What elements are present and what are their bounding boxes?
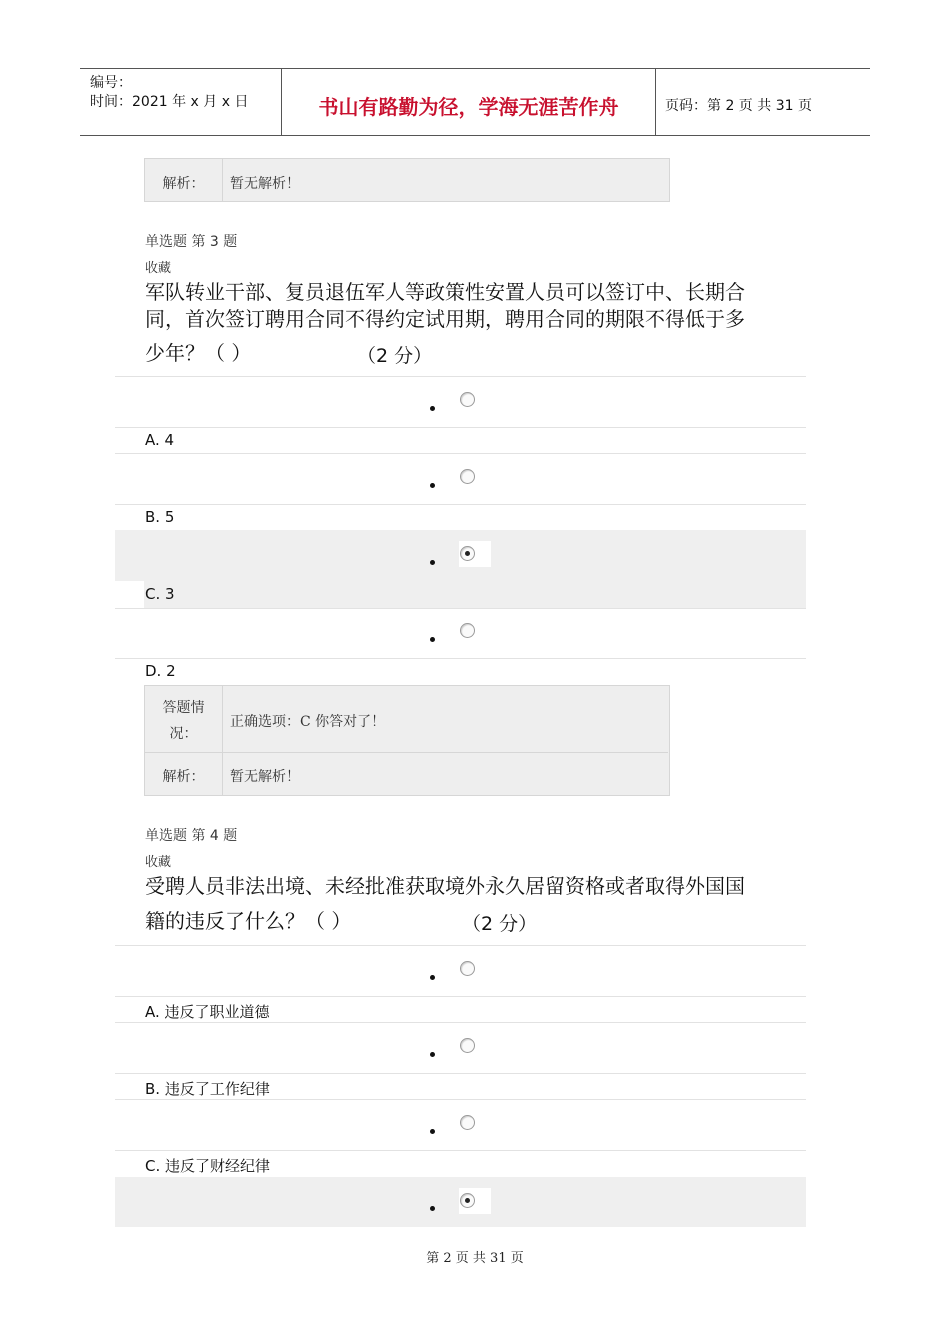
q3-option-d-label: D. 2 [145, 662, 176, 680]
q4-option-b-bullet [430, 1052, 435, 1057]
q3-option-a-label: A. 4 [145, 431, 175, 449]
q4-option-divider [115, 1073, 806, 1074]
q3-favorite-link[interactable]: 收藏 [145, 261, 172, 276]
q3-option-divider [115, 608, 806, 609]
q3-option-b-bullet [430, 483, 435, 488]
q4-option-divider [115, 1022, 806, 1023]
q4-option-divider [115, 1099, 806, 1100]
header-number-label: 编号： [90, 75, 132, 91]
q4-text-line1: 受聘人员非法出境、未经批准获取境外永久居留资格或者取得外国国 [145, 874, 745, 898]
q3-option-d-radio[interactable] [460, 623, 475, 638]
q3-option-divider [115, 427, 806, 428]
q3-option-divider [115, 504, 806, 505]
q4-favorite-link[interactable]: 收藏 [145, 855, 172, 870]
q4-option-d-radio[interactable] [460, 1193, 475, 1208]
q3-answer-label-line2: 况： [169, 726, 198, 742]
page-footer: 第 2 页 共 31 页 [426, 1251, 524, 1266]
q3-text-line2: 同，首次签订聘用合同不得约定试用期，聘用合同的期限不得低于多 [145, 307, 745, 331]
q3-option-divider [115, 376, 806, 377]
q4-option-b-label: B. 违反了工作纪律 [145, 1080, 270, 1098]
q3-answer-divider-h [145, 752, 668, 753]
q3-text-line3: 少年？（ ） [145, 341, 252, 365]
q4-option-a-radio[interactable] [460, 961, 475, 976]
q2-analysis-divider [222, 159, 223, 201]
header-top-rule [80, 68, 870, 69]
q3-answer-divider-v [222, 686, 223, 795]
q3-score: （2 分） [357, 345, 433, 367]
q3-analysis-text: 暂无解析！ [230, 769, 300, 785]
q3-option-divider [115, 453, 806, 454]
q4-option-c-label: C. 违反了财经纪律 [145, 1157, 271, 1175]
q3-option-b-radio[interactable] [460, 469, 475, 484]
q3-option-c-label: C. 3 [145, 585, 175, 603]
q3-answer-text: 正确选项：C 你答对了！ [230, 714, 386, 730]
q3-type-label: 单选题 第 3 题 [145, 234, 238, 250]
q4-text-line2: 籍的违反了什么？（ ） [145, 909, 352, 933]
q3-option-c-label-highlight [144, 581, 806, 608]
q4-score: （2 分） [462, 913, 538, 935]
q4-option-a-bullet [430, 975, 435, 980]
q2-analysis-label: 解析： [162, 176, 205, 192]
q4-option-divider [115, 945, 806, 946]
q4-option-divider [115, 1150, 806, 1151]
q4-type-label: 单选题 第 4 题 [145, 828, 238, 844]
q3-option-a-radio[interactable] [460, 392, 475, 407]
header-time-label: 时间：2021 年 x 月 x 日 [90, 94, 249, 110]
q3-option-d-bullet [430, 637, 435, 642]
q4-option-b-radio[interactable] [460, 1038, 475, 1053]
q2-analysis-text: 暂无解析！ [230, 176, 300, 192]
q3-option-divider [115, 658, 806, 659]
header-bottom-rule [80, 135, 870, 136]
q3-answer-label-line1: 答题情 [162, 700, 205, 716]
header-motto: 书山有路勤为径，学海无涯苦作舟 [318, 95, 619, 119]
q3-option-c-bullet [430, 560, 435, 565]
q4-option-a-label: A. 违反了职业道德 [145, 1003, 270, 1021]
q4-option-c-bullet [430, 1129, 435, 1134]
q4-option-c-radio[interactable] [460, 1115, 475, 1130]
q3-option-c-radio[interactable] [460, 546, 475, 561]
q3-option-a-bullet [430, 406, 435, 411]
q4-option-divider [115, 996, 806, 997]
header-divider-right [655, 68, 656, 136]
header-page-label: 页码：第 2 页 共 31 页 [665, 98, 812, 114]
q3-analysis-label: 解析： [162, 769, 205, 785]
q3-option-b-label: B. 5 [145, 508, 175, 526]
q3-text-line1: 军队转业干部、复员退伍军人等政策性安置人员可以签订中、长期合 [145, 280, 745, 304]
q4-option-d-bullet [430, 1206, 435, 1211]
